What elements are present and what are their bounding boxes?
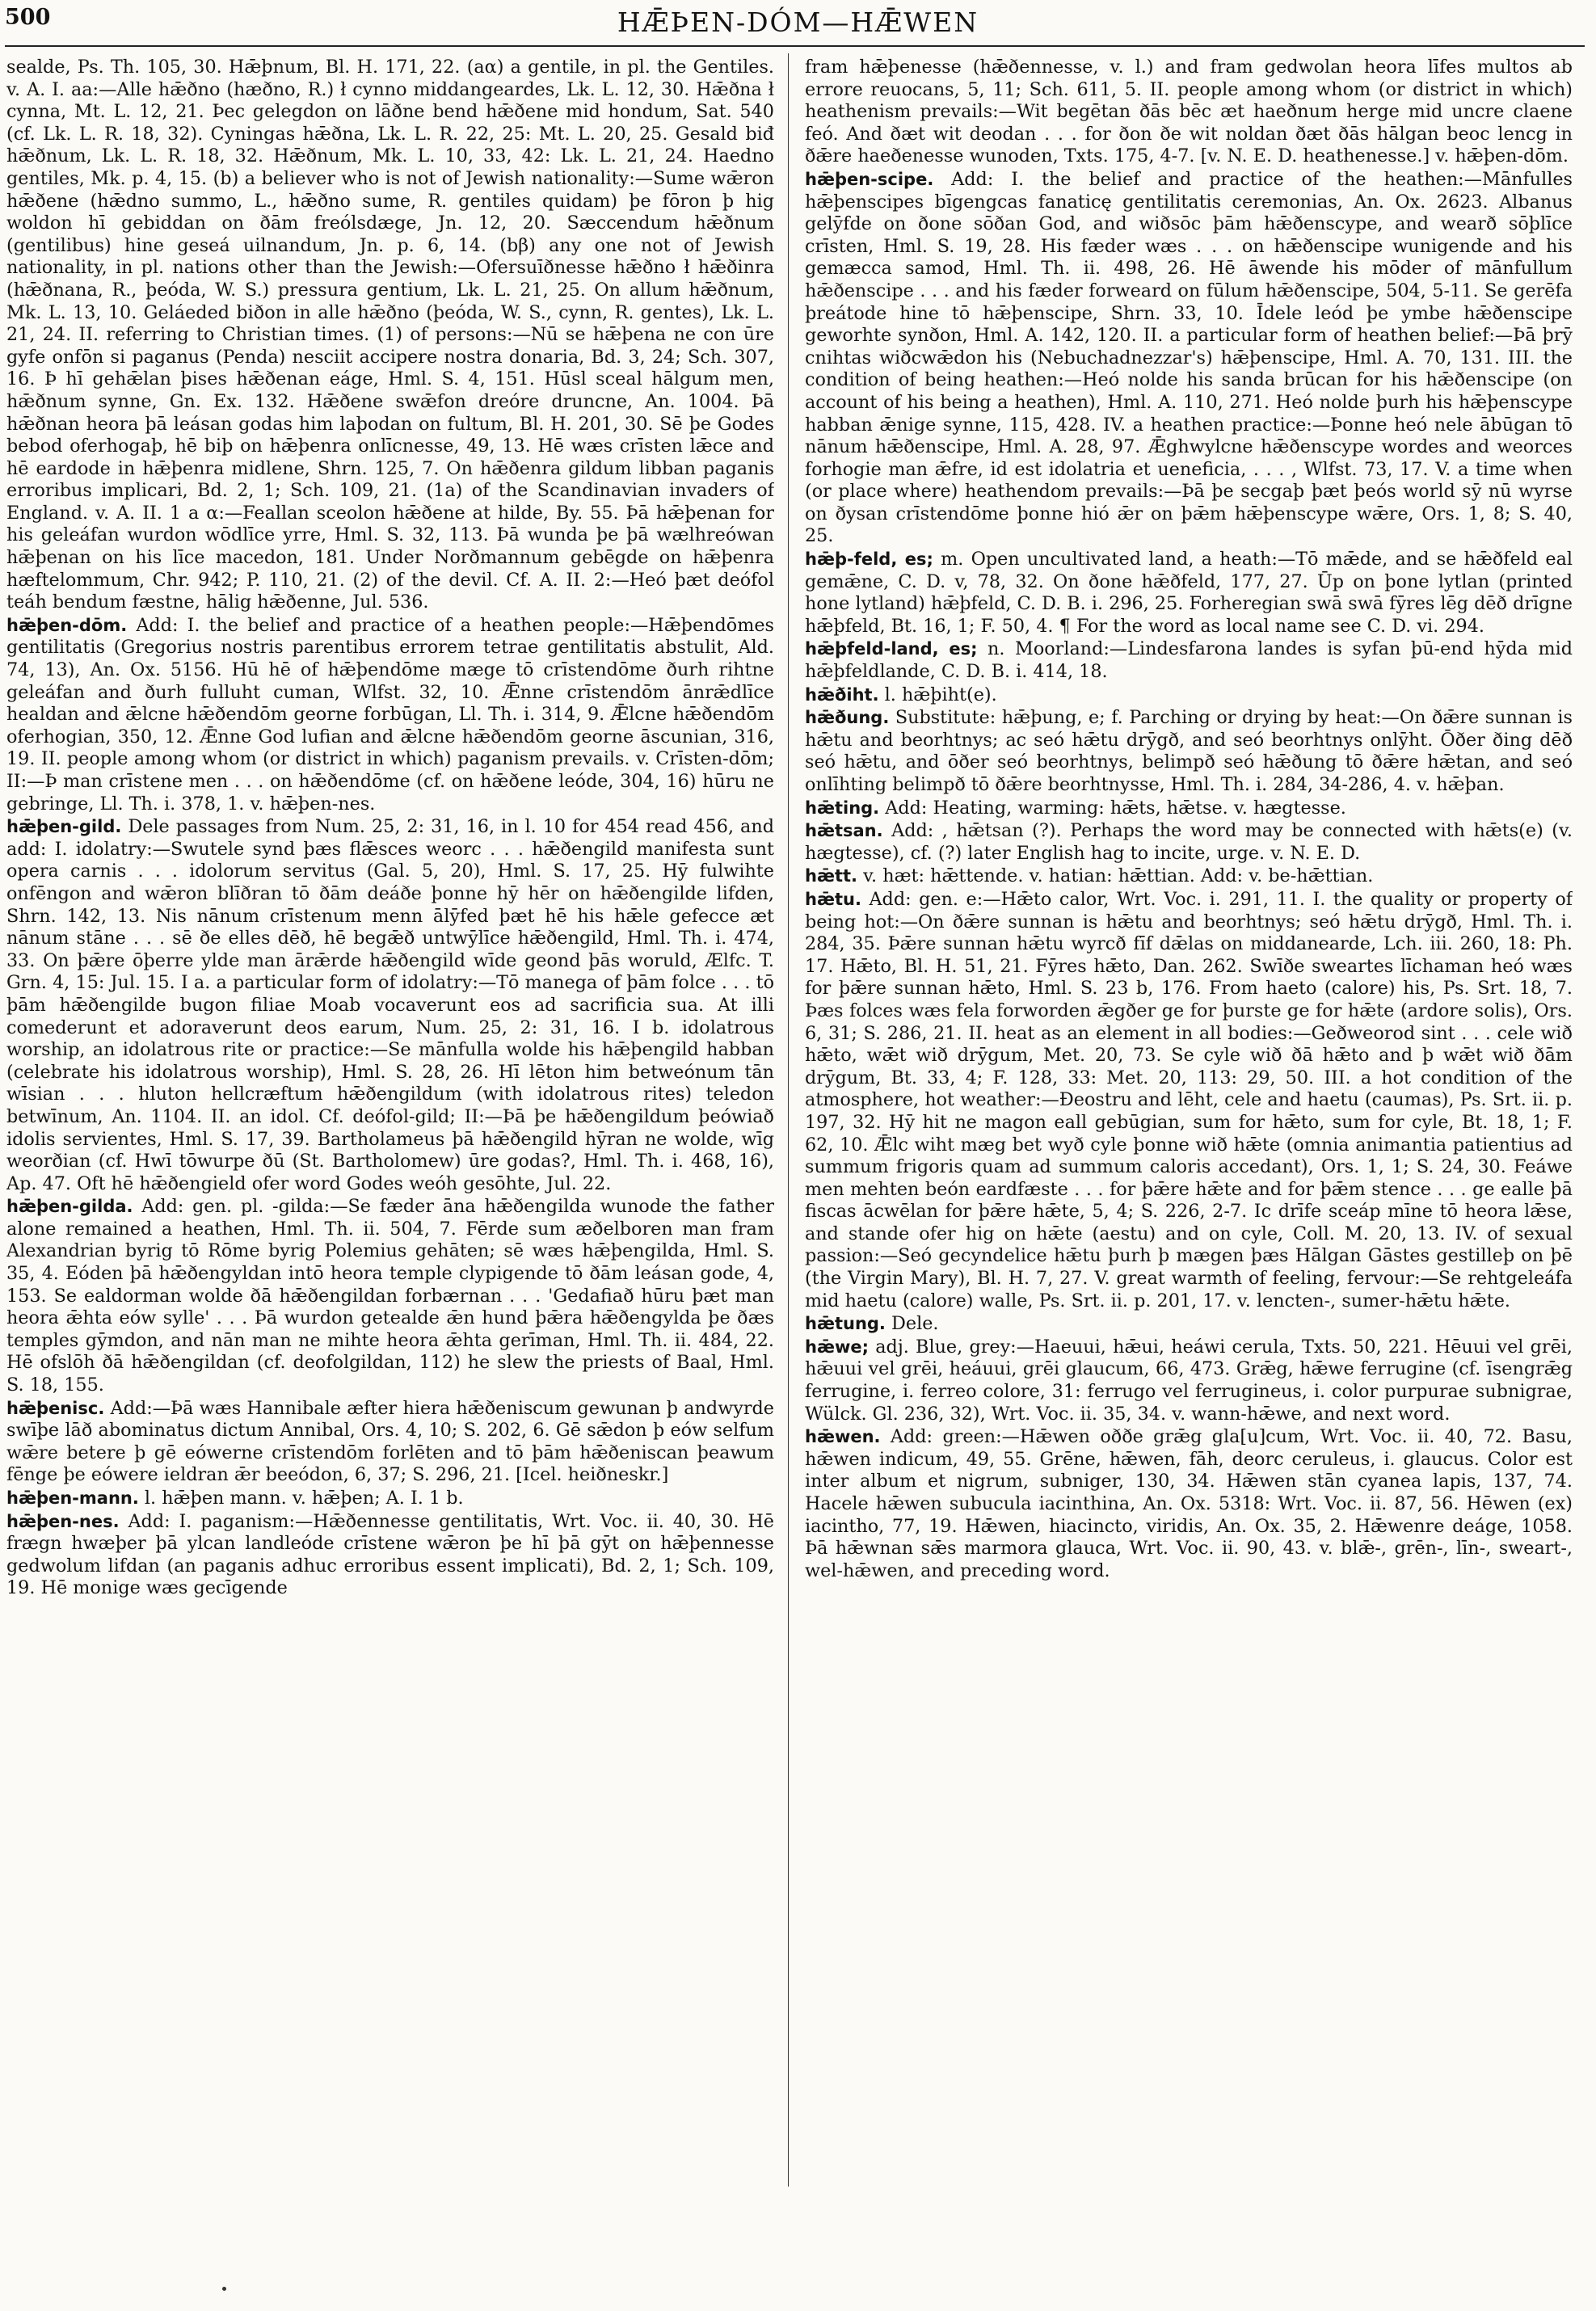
entry-text: sealde, Ps. Th. 105, 30. Hǣþnum, Bl. H. 171, 22. (aα) a gentile, in pl. the Gentiles. v. A. I. aa:—Alle hǣðno (hæðno, R.) ł cynno middangeardes, Lk. L. 12, 30. Hǣðna ł cynna, Mt. L. 12, 21. Þec gelegdon on lāðne bend hǣðene mid hondum, Sat. 540 (cf. Lk. L. R. 18, 32). Cyningas hǣðna, Lk. L. R. 22, 25: Mt. L. 20, 25. Gesald biđ hǣðnum, Lk. L. R. 18, 32. Hǣðnum, Mk. L. 10, 33, 42: Lk. L. 21, 24. Haedno gentiles, Mk. p. 4, 15. (b) a believer who is not of Jewish nationality:—Sume wǣron hǣðene (hǣdno summo, L., hǣðno sume, R. gentiles quidam) þe fōron þ hig woldon hī gebiddan on ðām freólsdæge, Jn. 12, 20. Sæccendum hǣðnum (gentilibus) hine geseá uilnandum, Jn. p. 6, 14. (bβ) any one not of Jewish nationality, in pl. nations other than the Jewish:—Ofersuīðnesse hǣðno ł hǣðinra (hǣðnana, R., þeóda, W. S.) pressura gentium, Lk. L. 21, 25. On allum hǣðnum, Mk. L. 13, 10. Geláeded biðon in alle hǣðno (þeóda, W. S., cynn, R. gentes), Lk. L. 21, 24. II. referring to Christian times. (1) of persons:—Nū se hǣþena ne con ūre gyfe onfōn si paganus (Penda) nesciit accipere nostra donaria, Bd. 3, 24; Sch. 307, 16. Þ hī gehǣlan þises hǣðenan eáge, Hml. S. 4, 151. Hūsl sceal hālgum men, hǣðnum synne, Gn. Ex. 132. Hǣðene swǣfon dreóre druncne, An. 1004. Þā hǣðnan heora þā leásan godas him laþodan on fultum, Bl. H. 201, 30. Sē þe Godes bebod oferhogaþ, hē biþ on hǣþenra onlīcnesse, 49, 13. Hē wæs crīsten lǣce and hē eardode in hǣþenra midlene, Shrn. 125, 7. On hǣðenra gildum libban paganis erroribus implicari, Bd. 2, 1; Sch. 109, 21. (1a) of the Scandinavian invaders of England. v. A. II. 1 a α:—Feallan sceolon hǣðene at hilde, By. 55. Þā hǣþenan for his geleáfan wurdon wōdlīce yrre, Hml. S. 32, 113. Þā wunda þe þā wælhreówan hǣþenan on his līce macedon, 181. Under Norðmannum gebēgde on hǣþenra hæftelommum, Chr. 942; P. 110, 21. (2) of the devil. Cf. A. II. 2:—Heó þæt deófol teáh bendum fæstne, hālig hǣðenne, Jul. 536. xyxy=(6,57,774,613)
dictionary-entry xyxy=(805,169,1573,548)
entry-headword: hǣþfeld-land, es; xyxy=(805,639,978,659)
header-rule xyxy=(5,45,1585,47)
entry-text: Add: , hǣtsan (?). Perhaps the word may be connected with hǣts(e) (v. hægtesse), cf. (?) later English hag to incite, urge. v. N. E. D. xyxy=(805,820,1573,864)
entry-headword: hǣtsan. xyxy=(805,821,883,841)
dictionary-entry xyxy=(805,798,1573,820)
dictionary-entry xyxy=(6,1488,774,1510)
dictionary-entry xyxy=(805,865,1573,888)
entry-headword: hǣþenisc. xyxy=(6,1398,105,1418)
dictionary-entry xyxy=(805,820,1573,865)
page-number: 500 xyxy=(5,5,51,30)
entry-text: l. hǣþen mann. v. hǣþen; A. I. 1 b. xyxy=(144,1488,464,1509)
entry-text: adj. Blue, grey:—Haeuui, hǣui, heáwi cerula, Txts. 50, 221. Hēuui vel grēi, hǣuui vel grēi, heáuui, grēi glaucum, 66, 473. Grǣg, hǣwe ferrugine (cf. īsengrǣg ferrugine, i. ferreo colore, 31: ferrugo vel ferrugineus, i. color purpurae subnigrae, Wülck. Gl. 236, 32), Wrt. Voc. ii. 35, 34. v. wann-hǣwe, and next word. xyxy=(805,1336,1573,1425)
entry-text: Add:—Þā wæs Hannibale æfter hiera hǣðeniscum gewunan þ andwyrde swīþe lāð abominatus dictum Annibal, Ors. 4, 10; S. 202, 6. Gē sǣdon þ eów selfum wǣre betere þ gē eówerne crīstendōm forlēten and tō þām hǣðeniscan þeawum fēnge þe eówere ieldran ǣr beeódon, 6, 37; S. 296, 21. [Icel. heiðneskr.] xyxy=(6,1397,774,1486)
entry-text: Add: I. the belief and practice of the heathen:—Mānfulles hǣþenscipes bīgengcas fanaticę gentilitatis ceremonias, An. Ox. 2623. Albanus gelȳfde on ðone sōðan God, and wiðsōc þām hǣðenscype, and wearð sōþlīce crīsten, Hml. S. 19, 28. His fæder wæs . . . on hǣðenscipe wunigende and his gemæcca samod, Hml. Th. ii. 498, 26. Hē āwende his mōder of mānfullum hǣðenscipe . . . and his fæder forweard on fūlum hǣðenscipe, 504, 5-11. Se gerēfa þreátode hine tō hǣþenscipe, Shrn. 33, 10. Īdele leód þe ymbe hǣðenscipe geworhte synðon, Hml. A. 142, 120. II. a particular form of heathen belief:—Þā þrȳ cnihtas wiðcwǣdon his (Nebuchadnezzar's) hǣþenscipe, Hml. A. 70, 131. III. the condition of being heathen:—Heó nolde his sanda brūcan for his hǣðenscipe (on account of his being a heathen), Hml. A. 110, 271. Heó nolde þurh his hǣþenscype habban ǣnige synne, 115, 428. IV. a heathen practice:—Þonne heó nele ābūgan tō nānum hǣðenscipe, Hml. A. 28, 97. Ǣghwylcne hǣðenscype wordes and weorces forhogie man ǣfre, id est idolatria et ueneficia, . . . , Wlfst. 73, 17. V. a time when (or place where) heathendom prevails:—Þā þe secgaþ þæt þeós world sȳ nū wyrse on ðysan crīstendōme þonne hió ǣr on þǣm hǣþenscype wǣre, Ors. 1, 8; S. 40, 25. xyxy=(805,168,1573,547)
entry-headword: hǣwe; xyxy=(805,1337,869,1357)
entry-text: Add: green:—Hǣwen oððe grǣg gla[u]cum, Wrt. Voc. ii. 40, 72. Basu, hǣwen indicum, 49, 55. Grēne, hǣwen, fāh, deorc ceruleus, i. glaucus. Color est inter album et nigrum, subniger, 130, 34. Hǣwen stān cyanea lapis, 137, 74. Hacele hǣwen subucula iacinthina, An. Ox. 5318: Wrt. Voc. ii. 87, 56. Hēwen (ex) iacintho, 77, 19. Hǣwen, hiacincto, viridis, An. Ox. 35, 2. Hǣwenre deáge, 1058. Þā hǣwnan sǣs marmora glauca, Wrt. Voc. ii. 90, 43. v. blǣ-, grēn-, līn-, sweart-, wel-hǣwen, and preceding word. xyxy=(805,1426,1573,1581)
entry-text: Add: I. paganism:—Hǣðennesse gentilitatis, Wrt. Voc. ii. 40, 30. Hē frægn hwæþer þā ylcan landleóde crīstene wǣron þe hī þā gȳt on hǣþennesse gedwolum lifdan (an paganis adhuc erroribus essent implicati), Bd. 2, 1; Sch. 109, 19. Hē monige wæs gecīgende xyxy=(6,1510,774,1599)
entry-text: fram hǣþenesse (hǣðennesse, v. l.) and fram gedwolan heora līfes multos ab errore reuocans, 5, 11; Sch. 611, 5. II. people among whom (or district in which) heathenism prevails:—Wit begētan ðās bēc æt haeðnum herge mid uncre claene feó. And ðæt wit deodan . . . for ðon ðe wit noldan ðæt ðās hālgan beoc lencg in ðǣre haeðenesse wunoden, Txts. 175, 4-7. [v. N. E. D. heathenesse.] v. hǣþen-dōm. xyxy=(805,57,1573,167)
entry-headword: hǣðiht. xyxy=(805,684,879,705)
entry-headword: hǣtung. xyxy=(805,1314,886,1334)
dictionary-entry xyxy=(6,1196,774,1396)
dictionary-entry xyxy=(6,615,774,815)
entry-text: v. hæt: hǣttende. v. hatian: hǣttian. Add: v. be-hǣttian. xyxy=(863,865,1374,887)
left-column xyxy=(6,57,774,2190)
entry-headword: hǣtt. xyxy=(805,866,858,886)
entry-text: n. Moorland:—Lindesfarona landes is syfan þū-end hȳda mid hǣþfeldlande, C. D. B. i. 414, 18. xyxy=(805,638,1573,683)
entry-headword: hǣþen-gild. xyxy=(6,817,122,837)
dictionary-entry xyxy=(805,1313,1573,1336)
dictionary-entry xyxy=(6,1398,774,1487)
entry-headword: hǣþen-scipe. xyxy=(805,169,934,189)
entry-text: m. Open uncultivated land, a heath:—Tō mǣde, and se hǣðfeld eal gemǣne, C. D. v, 78, 32. On ðone hǣðfeld, 177, 27. Ūp on þone lytlan (printed hone lytland) hǣþfeld, C. D. B. i. 296, 25. Forheregian swā swā fȳres lēg dēð drīgne hǣþfeld, Bt. 16, 1; F. 50, 4. ¶ For the word as local name see C. D. vi. 294. xyxy=(805,549,1573,637)
entry-text: Dele. xyxy=(891,1313,939,1335)
entry-text: Add: I. the belief and practice of a heathen people:—Hǣþendōmes gentilitatis (Gregorius nostris parentibus errorem tetrae gentilitatis abstulit, Ald. 74, 13), An. Ox. 5156. Hū hē of hǣþendōme mæge tō crīstendōme ðurh rihtne geleáfan and ðurh fulluht cuman, Wlfst. 32, 10. Ǣnne crīstendōm ānrǣdlīce healdan and ǣlcne hǣðendōm georne forbūgan, Ll. Th. i. 314, 9. Ǣlcne hǣðendōm oferhogian, 350, 12. Ǣnne God lufian and ǣlcne hǣðendōm georne āscunian, 316, 19. II. people among whom (or district in which) paganism prevails. v. Crīsten-dōm; II:—Þ man crīstene men . . . on hǣðendōme (cf. on hǣðene leóde, 304, 16) hūru ne gebringe, Ll. Th. i. 378, 1. v. hǣþen-nes. xyxy=(6,614,774,815)
dictionary-entry xyxy=(6,1511,774,1600)
dictionary-entry xyxy=(805,707,1573,796)
entry-headword: hǣþen-mann. xyxy=(6,1488,139,1508)
right-column xyxy=(805,57,1573,2190)
entry-headword: hǣting. xyxy=(805,798,880,818)
entry-headword: hǣþen-gilda. xyxy=(6,1197,133,1217)
dictionary-entry xyxy=(805,889,1573,1312)
dictionary-entry xyxy=(805,638,1573,683)
dictionary-entry xyxy=(805,549,1573,638)
column-divider xyxy=(788,53,789,2187)
dictionary-entry xyxy=(805,57,1573,168)
dictionary-entry xyxy=(6,816,774,1195)
entry-headword: hǣþen-dōm. xyxy=(6,615,128,635)
entry-headword: hǣðung. xyxy=(805,708,890,728)
dictionary-entry xyxy=(805,1426,1573,1582)
dictionary-entry xyxy=(6,57,774,614)
entry-text: Substitute: hǣþung, e; f. Parching or drying by heat:—On ðǣre sunnan is hǣtu and beorhtnys; ac seó hǣtu drȳgð, and seó beorhtnys onlȳht. Ōðer ðing dēð seó hǣtu, and ōðer seó beorhtnys, belimpð seó hǣðung tō ðǣre hǣtan, and seó onlīhting belimpð tō ðǣre beorhtnysse, Hml. Th. i. 284, 34-286, 4. v. hǣþan. xyxy=(805,707,1573,795)
page-mark xyxy=(222,2287,226,2291)
entry-headword: hǣþ-feld, es; xyxy=(805,549,933,570)
entry-headword: hǣwen. xyxy=(805,1427,881,1447)
entry-text: Dele passages from Num. 25, 2: 31, 16, in l. 10 for 454 read 456, and add: I. idolatry:—Swutele synd þæs flǣsces weorc . . . hǣðengild manifesta sunt opera carnis . . . idolorum servitus (Gal. 5, 20), Hml. S. 17, 25. Hȳ fulwihte onfēngon and wǣron blīðran tō ðām deáðe þonne hȳ hēr on hǣðengilde lifden, Shrn. 142, 13. Nis nānum crīstenum menn ālȳfed þæt hē his hǣle gefecce æt nānum stāne . . . sē ðe elles dēð, hē begǣð untwȳlīce hǣðengild, Hml. Th. i. 474, 33. On þǣre ōþerre ylde man ārǣrde hǣðengild wīde geond þās woruld, Ælfc. T. Grn. 4, 15: Jul. 15. I a. a particular form of idolatry:—Tō manega of þām folce . . . tō þām hǣðengilde bugon filiae Moab vocaverunt eos ad sacrificia sua. At illi comederunt et adoraverunt deos earum, Num. 25, 2: 31, 16. I b. idolatrous worship, an idolatrous rite or practice:—Se mānfulla wolde his hǣþengild habban (celebrate his idolatrous worship), Hml. S. 28, 26. Hī lēton him betweónum tān wīsian . . . hluton hellcræftum hǣðengildum (with idolatrous rites) teledon betwīnum, An. 1104. II. an idol. Cf. deófol-gild; II:—Þā þe hǣðengildum þeówiað idolis servientes, Hml. S. 17, 39. Bartholameus þā hǣðengild hȳran ne wolde, wīg weorðian (cf. Hwī tōwurpe ðū (St. Bartholomew) ūre godas?, Hml. Th. i. 468, 16), Ap. 47. Oft hē hǣðengield ofer word Godes weóh gesōhte, Jul. 22. xyxy=(6,816,774,1194)
entry-headword: hǣþen-nes. xyxy=(6,1511,120,1531)
entry-text: l. hǣþiht(e). xyxy=(884,684,997,705)
entry-text: Add: Heating, warming: hǣts, hǣtse. v. hægtesse. xyxy=(885,797,1346,819)
dictionary-entry xyxy=(805,684,1573,707)
entry-text: Add: gen. e:—Hǣto calor, Wrt. Voc. i. 291, 11. I. the quality or property of being hot:—On ðǣre sunnan is hǣtu and beorhtnys; seó hǣtu drȳgð, Hml. Th. i. 284, 35. Þǣre sunnan hǣtu wyrcð fīf dǣlas on middanearde, Lch. iii. 260, 18: Ph. 17. Hǣto, Bl. H. 51, 21. Fȳres hǣto, Dan. 262. Swīðe sweartes līchaman heó wæs for þǣre sunnan hǣto, Hml. S. 23 b, 176. From haeto (calore) his, Ps. Srt. 18, 7. Þæs folces wæs fela forworden ǣgðer ge for þurste ge for hǣte (ardore solis), Ors. 6, 31; S. 286, 21. II. heat as an element in all bodies:—Geðweorod sint . . . cele wið hǣto, wǣt wið drȳgum, Met. 20, 73. Se cyle wið ðā hǣto and þ wǣt wið ðām drȳgum, Bt. 33, 4; F. 128, 33: Met. 20, 113: 29, 50. III. a hot condition of the atmosphere, hot weather:—Ðeostru and lēht, cele and haetu (caumas), Ps. Srt. ii. p. 197, 32. Hȳ hit ne magon eall gebūgian, sum for hǣto, sum for cyle, Bt. 18, 1; F. 62, 10. Ǣlc wiht mæg bet wyð cyle þonne wið hǣte (omnia animantia patientius ad summum frigoris quam ad summum caloris accedant), Ors. 1, 1; S. 24, 30. Feáwe men mehten beón eardfæste . . . for þǣre hǣte and for þǣm stence . . . ge ealle þā fiscas ācwēlan for þǣre hǣte, 5, 4; S. 226, 2-7. Ic drīfe sceáp mīne tō heora lǣse, and stande ofer hig on hǣte (aestu) and on cyle, Coll. M. 20, 13. IV. of sexual passion:—Seó gecyndelice hǣtu þurh þ mægen þæs Hālgan Gāstes gestilleþ on þē (the Virgin Mary), Bl. H. 7, 27. V. great warmth of feeling, fervour:—Se rehtgeleáfa mid haetu (calore) walle, Ps. Srt. ii. p. 201, 17. v. lencten-, sumer-hǣtu hǣte. xyxy=(805,888,1573,1311)
entry-text: Add: gen. pl. -gilda:—Se fæder āna hǣðengilda wunode the father alone remained a heathen, Hml. Th. ii. 504, 7. Fērde sum æðelboren man fram Alexandrian byrig tō Rōme byrig Polemius gehāten; sē wæs hǣþengilda, Hml. S. 35, 4. Eóden þā hǣðengyldan intō heora temple clypigende tō ðām leásan gode, 4, 153. Se ealdorman wolde ðā hǣðengildan forbærnan . . . 'Gedafiað hūru þæt man heora ǣhta eów sylle' . . . Þā wurdon getealde ǣn hund þǣra hǣðengylda þe ðæs temples gȳmdon, and nān man ne mihte heora ǣhta gerīman, Hml. Th. ii. 484, 22. Hē ofslōh ðā hǣðengildan (cf. deofolgildan, 112) he slew the priests of Baal, Hml. S. 18, 155. xyxy=(6,1196,774,1396)
entry-headword: hǣtu. xyxy=(805,889,861,909)
dictionary-entry xyxy=(805,1337,1573,1425)
running-title: HǢÞEN-DÓM—HǢWEN xyxy=(617,6,979,38)
